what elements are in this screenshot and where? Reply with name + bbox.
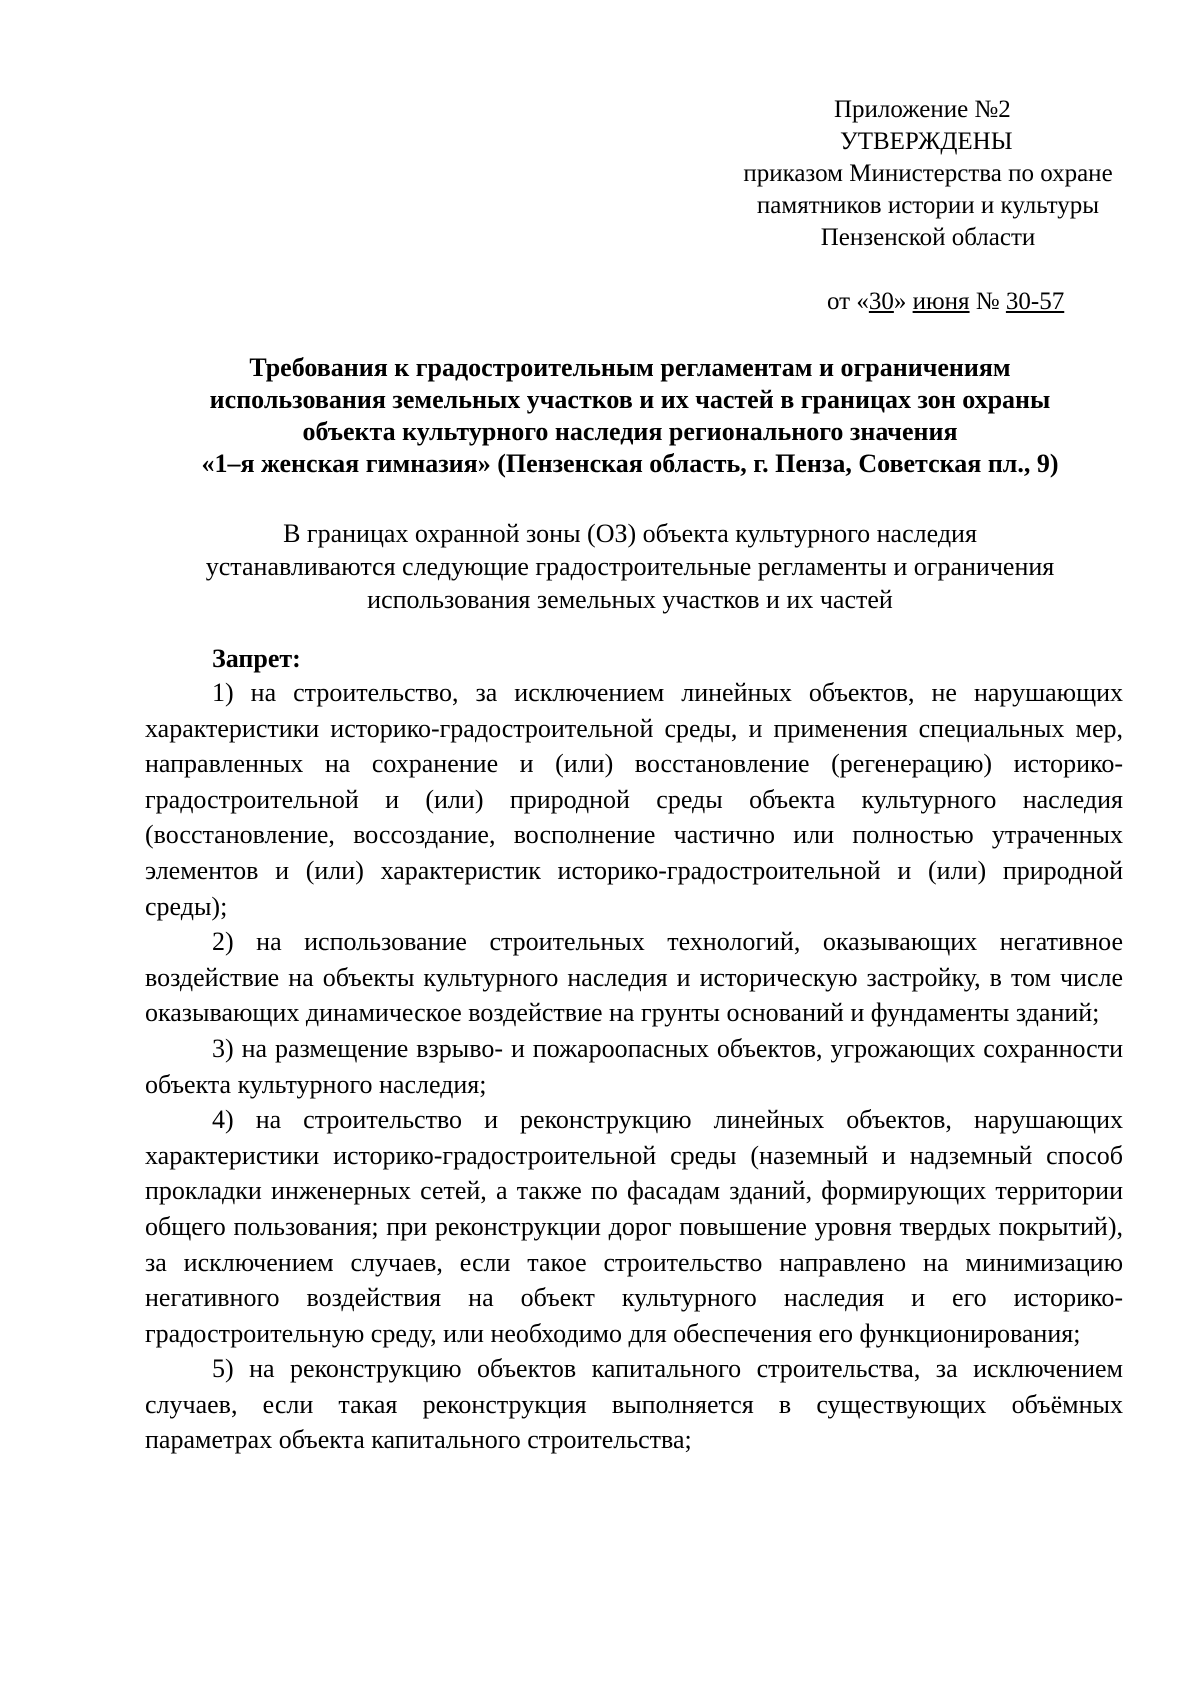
- order-line-3: Пензенской области: [820, 224, 1036, 251]
- ban-list: [145, 675, 1123, 1458]
- date-mid: »: [893, 288, 913, 315]
- ban-heading: Запрет:: [212, 644, 301, 673]
- intro-line-2: устанавливаются следующие градостроительные регламенты и ограничения: [205, 552, 1055, 581]
- ban-item-1: 1) на строительство, за исключением линейных объектов, не нарушающих характеристики историко-градостроительной среды, и применения специальных мер, направленных на сохранение и (или) восстановление (регенерацию) историко-градостроительной и (или) природной среды объекта культурного наследия (восстановление, воссоздание, восполнение частично или полностью утраченных элементов и (или) характеристик историко-градостроительной и (или) природной среды);: [145, 678, 1123, 921]
- ban-item-5: 5) на реконструкцию объектов капитального строительства, за исключением случаев, если такая реконструкция выполняется в существующих объёмных параметрах объекта капитального строительства;: [145, 1354, 1123, 1455]
- date-prefix: от «: [827, 288, 869, 315]
- date-day: 30: [868, 288, 894, 315]
- order-date-line: [827, 286, 1064, 318]
- order-line-1: приказом Министерства по охране: [743, 160, 1113, 187]
- title-line-3: объекта культурного наследия регионального значения: [302, 417, 958, 446]
- ban-item-4: 4) на строительство и реконструкцию линейных объектов, нарушающих характеристики историко-градостроительной среды (наземный и надземный способ прокладки инженерных сетей, а также по фасадам зданий, формирующих территории общего пользования; при реконструкции дорог повышение уровня твердых покрытий), за исключением случаев, если такое строительство направлено на минимизацию негативного воздействия на объект культурного наследия и его историко-градостроительную среду, или необходимо для обеспечения его функционирования;: [145, 1105, 1123, 1348]
- title-line-4: «1–я женская гимназия» (Пензенская область, г. Пенза, Советская пл., 9): [201, 449, 1059, 478]
- title-line-1: Требования к градостроительным регламентам и ограничениям: [249, 353, 1011, 382]
- order-line-2: памятников истории и культуры: [756, 192, 1100, 219]
- ban-item-3: 3) на размещение взрыво- и пожароопасных объектов, угрожающих сохранности объекта культурного наследия;: [145, 1033, 1123, 1099]
- approved-label: УТВЕРЖДЕНЫ: [840, 128, 1013, 155]
- intro-paragraph: [140, 517, 1120, 616]
- title-line-2: использования земельных участков и их частей в границах зон охраны: [209, 385, 1051, 414]
- intro-line-1: В границах охранной зоны (ОЗ) объекта культурного наследия: [283, 519, 977, 548]
- approval-block: [728, 94, 1128, 254]
- date-month: июня: [912, 288, 970, 315]
- ban-item-2: 2) на использование строительных технологий, оказывающих негативное воздействие на объекты культурного наследия и историческую застройку, в том числе оказывающих динамическое воздействие на грунты оснований и фундаменты зданий;: [145, 927, 1123, 1028]
- intro-line-3: использования земельных участков и их частей: [367, 585, 893, 614]
- number-prefix: №: [969, 288, 1006, 315]
- appendix-label: Приложение №2: [834, 96, 1011, 123]
- document-title: [140, 352, 1120, 480]
- order-number: 30-57: [1005, 288, 1065, 315]
